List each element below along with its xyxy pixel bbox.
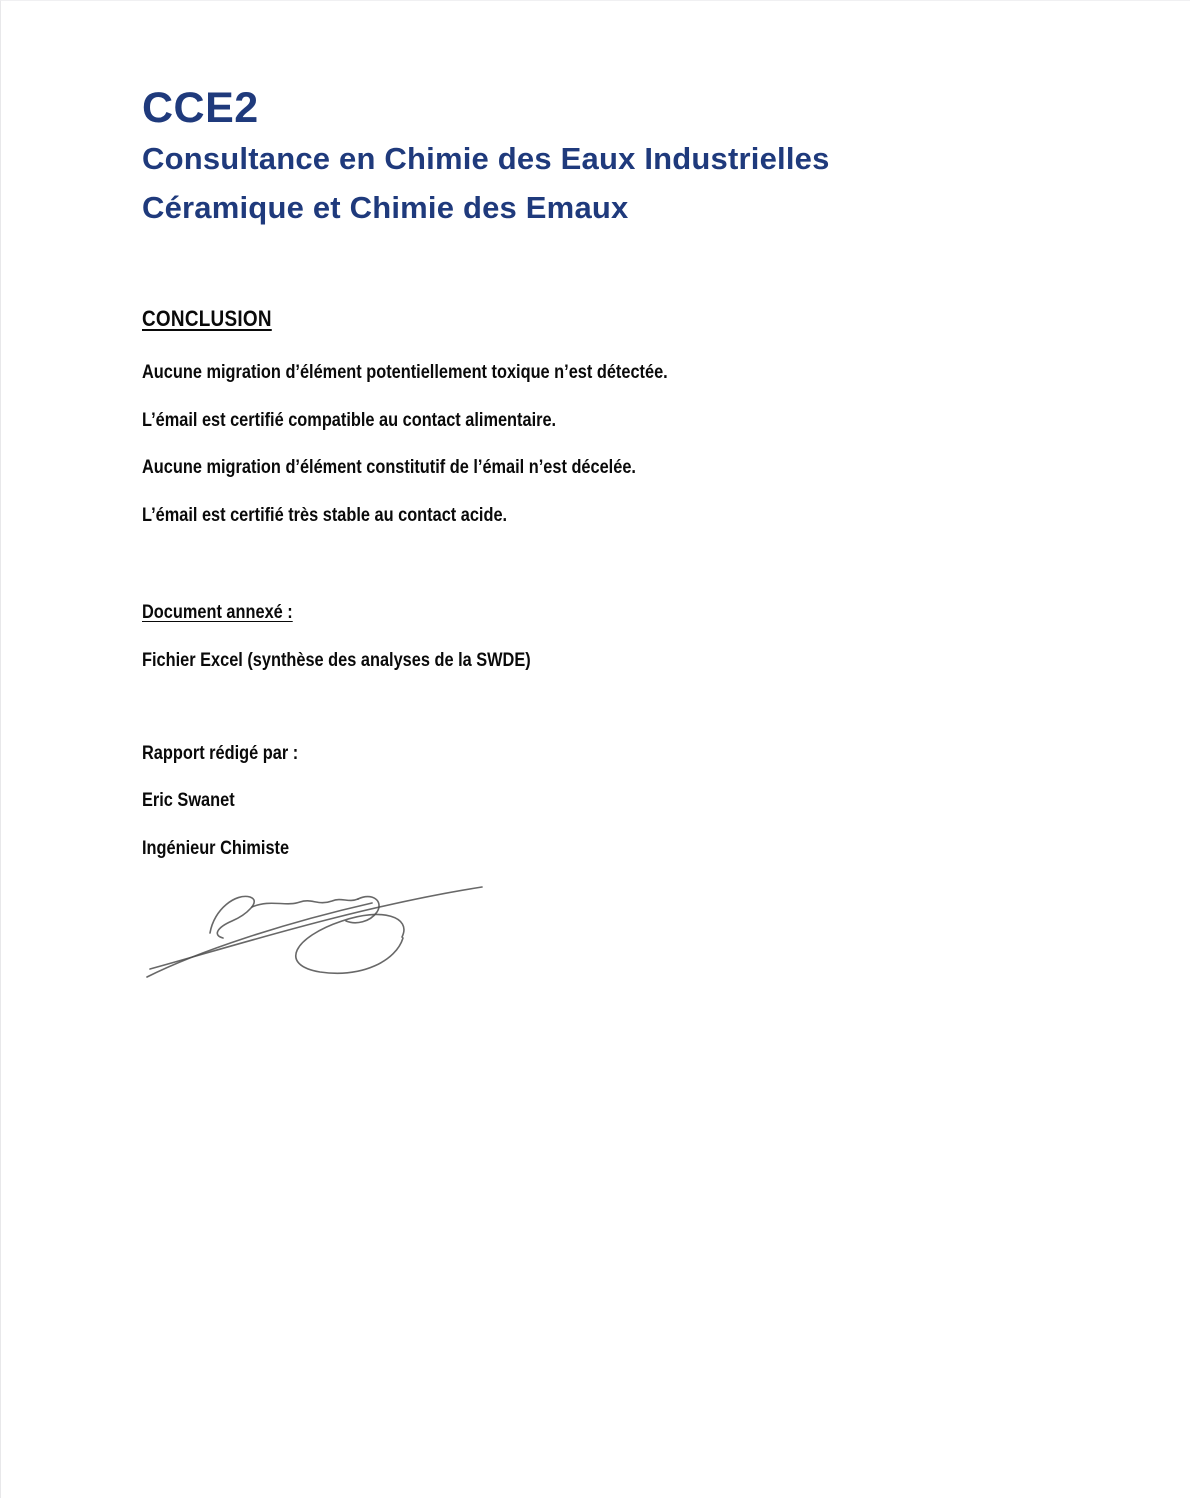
annex-item: Fichier Excel (synthèse des analyses de la SWDE) xyxy=(142,649,531,671)
conclusion-paragraph: L’émail est certifié compatible au contact alimentaire. xyxy=(142,409,557,431)
letterhead xyxy=(142,85,1080,230)
annex-heading: Document annexé : xyxy=(142,602,293,624)
handwritten-signature-icon xyxy=(144,875,489,987)
author-title: Ingénieur Chimiste xyxy=(142,838,290,860)
annex-section xyxy=(142,602,1080,673)
conclusion-paragraph: L’émail est certifié très stable au contact acide. xyxy=(142,505,508,527)
company-subtitle-line2: Céramique et Chimie des Emaux xyxy=(142,190,629,226)
company-subtitle-line1: Consultance en Chimie des Eaux Industrielles xyxy=(142,141,830,177)
conclusion-section xyxy=(142,306,1080,528)
author-name: Eric Swanet xyxy=(142,790,235,812)
author-section xyxy=(142,743,1080,987)
author-intro: Rapport rédigé par : xyxy=(142,742,299,764)
conclusion-paragraph: Aucune migration d’élément constitutif de l’émail n’est décelée. xyxy=(142,457,636,479)
signature-image xyxy=(144,875,489,987)
conclusion-heading: CONCLUSION xyxy=(142,305,272,331)
conclusion-paragraph: Aucune migration d’élément potentiellement toxique n’est détectée. xyxy=(142,361,668,383)
company-title: CCE2 xyxy=(142,84,259,132)
